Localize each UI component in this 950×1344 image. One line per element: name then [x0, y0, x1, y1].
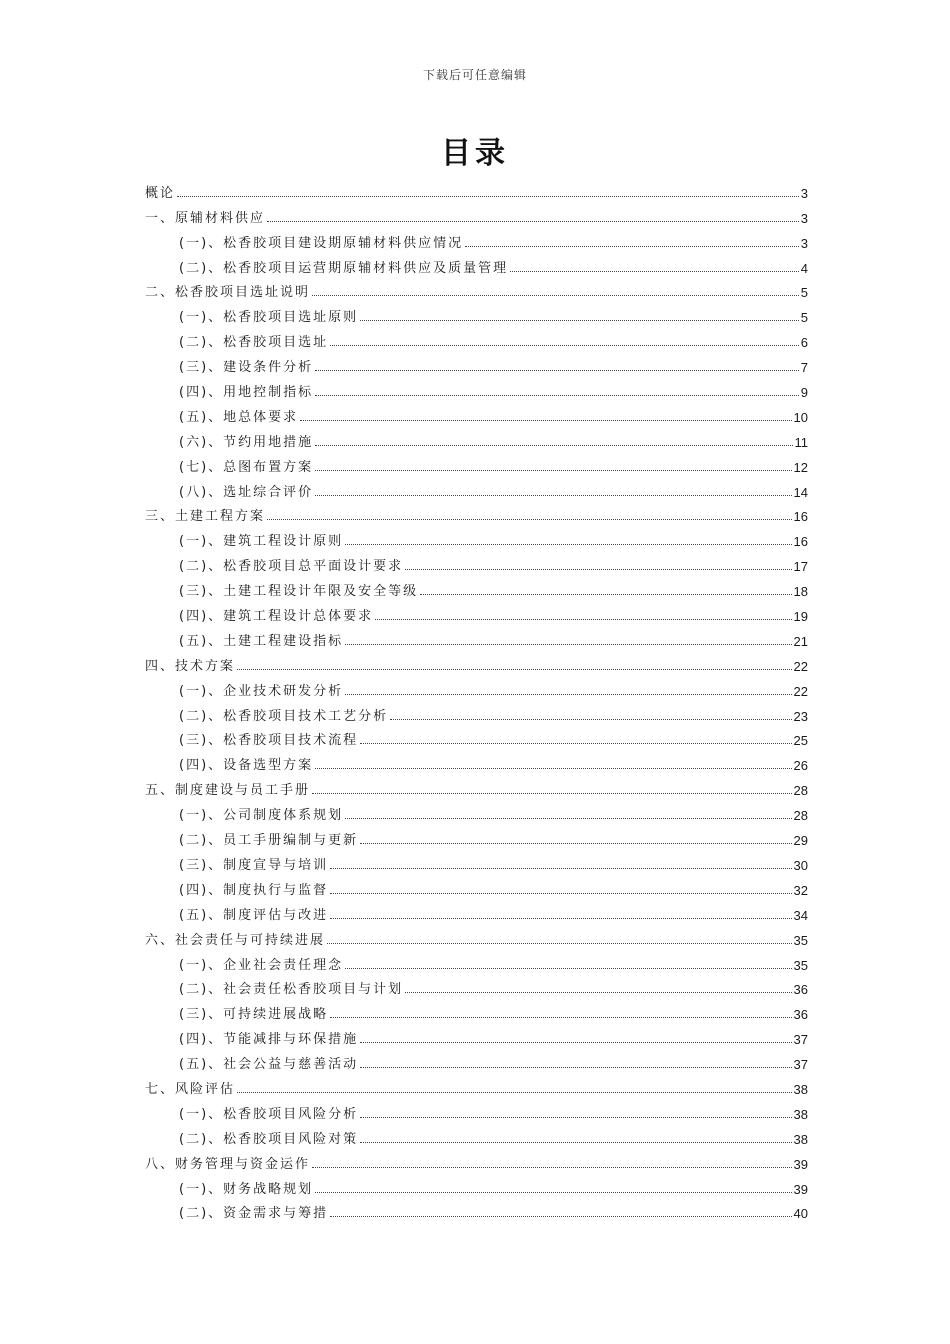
- toc-entry[interactable]: [145, 773, 808, 798]
- toc-entry[interactable]: [145, 226, 808, 251]
- toc-page-number: 28: [793, 783, 808, 799]
- toc-entry[interactable]: [145, 350, 808, 375]
- dot-leader: [330, 1017, 791, 1018]
- toc-page-number: 3: [800, 210, 808, 226]
- toc-entry-text: (二)、社会责任松香胶项目与计划: [179, 982, 404, 998]
- toc-page-number: 18: [793, 584, 808, 600]
- toc-entry-text: 一、原辅材料供应: [145, 210, 266, 226]
- toc-entry-text: (一)、建筑工程设计原则: [179, 534, 344, 550]
- toc-entry-text: 四、技术方案: [145, 658, 236, 674]
- toc-entry[interactable]: [145, 1122, 808, 1147]
- toc-entry[interactable]: [145, 524, 808, 549]
- dot-leader: [360, 843, 791, 844]
- toc-page-number: 6: [800, 335, 808, 351]
- toc-entry[interactable]: [145, 276, 808, 301]
- toc-page-number: 22: [793, 683, 808, 699]
- toc-entry-text: (一)、松香胶项目选址原则: [179, 310, 359, 326]
- dot-leader: [267, 519, 792, 520]
- toc-page-number: 19: [793, 609, 808, 625]
- toc-entry[interactable]: [145, 699, 808, 724]
- dot-leader: [345, 968, 791, 969]
- toc-entry[interactable]: [145, 1172, 808, 1197]
- toc-page-number: 39: [793, 1181, 808, 1197]
- toc-page-number: 36: [793, 982, 808, 998]
- dot-leader: [327, 943, 792, 944]
- toc-entry[interactable]: [145, 624, 808, 649]
- toc-entry[interactable]: [145, 724, 808, 749]
- toc-page-number: 4: [800, 260, 808, 276]
- dot-leader: [315, 470, 791, 471]
- toc-page-number: 16: [793, 509, 808, 525]
- toc-entry-text: (四)、设备选型方案: [179, 758, 314, 774]
- dot-leader: [360, 743, 791, 744]
- toc-page-number: 37: [793, 1032, 808, 1048]
- toc-entry-text: (三)、制度宣导与培训: [179, 857, 329, 873]
- toc-entry-text: (一)、公司制度体系规划: [179, 808, 344, 824]
- toc-page-number: 12: [793, 459, 808, 475]
- toc-entry-text: (二)、资金需求与筹措: [179, 1206, 329, 1222]
- dot-leader: [237, 1092, 792, 1093]
- dot-leader: [345, 544, 791, 545]
- toc-page-number: 38: [793, 1081, 808, 1097]
- dot-leader: [330, 918, 791, 919]
- dot-leader: [360, 1042, 791, 1043]
- toc-page-number: 5: [800, 285, 808, 301]
- toc-entry[interactable]: [145, 325, 808, 350]
- toc-entry-text: (四)、建筑工程设计总体要求: [179, 609, 374, 625]
- toc-page-number: 3: [800, 235, 808, 251]
- dot-leader: [315, 768, 791, 769]
- toc-page-number: 16: [793, 534, 808, 550]
- toc-entry[interactable]: [145, 1022, 808, 1047]
- toc-entry[interactable]: [145, 574, 808, 599]
- toc-page-number: 3: [800, 185, 808, 201]
- toc-entry-text: (六)、节约用地措施: [179, 434, 314, 450]
- toc-page-number: 7: [800, 360, 808, 376]
- toc-page-number: 35: [793, 932, 808, 948]
- dot-leader: [330, 868, 791, 869]
- toc-entry-text: (二)、松香胶项目总平面设计要求: [179, 559, 404, 575]
- toc-page-number: 26: [793, 758, 808, 774]
- toc-entry-text: (五)、制度评估与改进: [179, 907, 329, 923]
- toc-entry-text: (三)、建设条件分析: [179, 360, 314, 376]
- dot-leader: [390, 719, 791, 720]
- toc-page-number: 30: [793, 857, 808, 873]
- dot-leader: [420, 594, 791, 595]
- dot-leader: [330, 345, 799, 346]
- toc-entry-text: (二)、松香胶项目技术工艺分析: [179, 708, 389, 724]
- toc-entry-text: (八)、选址综合评价: [179, 484, 314, 500]
- table-of-contents: [145, 176, 808, 1221]
- toc-entry[interactable]: [145, 1147, 808, 1172]
- toc-entry[interactable]: [145, 251, 808, 276]
- dot-leader: [375, 619, 791, 620]
- toc-page-number: 23: [793, 708, 808, 724]
- dot-leader: [315, 370, 799, 371]
- toc-page-number: 39: [793, 1156, 808, 1172]
- dot-leader: [360, 1067, 791, 1068]
- toc-entry[interactable]: [145, 798, 808, 823]
- toc-entry-text: (一)、企业技术研发分析: [179, 683, 344, 699]
- toc-page-number: 28: [793, 808, 808, 824]
- toc-entry[interactable]: [145, 1072, 808, 1097]
- toc-page-number: 25: [793, 733, 808, 749]
- dot-leader: [315, 445, 792, 446]
- toc-page-number: 22: [793, 658, 808, 674]
- toc-entry[interactable]: [145, 300, 808, 325]
- dot-leader: [177, 196, 799, 197]
- dot-leader: [300, 420, 791, 421]
- toc-page-number: 40: [793, 1206, 808, 1222]
- dot-leader: [315, 495, 791, 496]
- toc-page-number: 36: [793, 1007, 808, 1023]
- toc-entry-text: (一)、企业社会责任理念: [179, 957, 344, 973]
- toc-entry-text: (二)、松香胶项目运营期原辅材料供应及质量管理: [179, 260, 509, 276]
- toc-entry[interactable]: [145, 1097, 808, 1122]
- toc-entry-text: (四)、节能减排与环保措施: [179, 1032, 359, 1048]
- toc-entry[interactable]: [145, 1047, 808, 1072]
- toc-page-number: 14: [793, 484, 808, 500]
- dot-leader: [360, 1142, 791, 1143]
- toc-entry[interactable]: [145, 450, 808, 475]
- dot-leader: [345, 818, 791, 819]
- toc-page-number: 38: [793, 1131, 808, 1147]
- toc-entry-text: 二、松香胶项目选址说明: [145, 285, 311, 301]
- dot-leader: [315, 395, 799, 396]
- toc-entry[interactable]: [145, 997, 808, 1022]
- toc-entry[interactable]: [145, 748, 808, 773]
- toc-entry[interactable]: [145, 475, 808, 500]
- toc-entry[interactable]: [145, 848, 808, 873]
- toc-page-number: 9: [800, 385, 808, 401]
- toc-entry[interactable]: [145, 823, 808, 848]
- toc-entry-text: (二)、松香胶项目风险对策: [179, 1131, 359, 1147]
- toc-entry[interactable]: [145, 176, 808, 201]
- toc-entry[interactable]: [145, 973, 808, 998]
- dot-leader: [405, 992, 791, 993]
- toc-entry[interactable]: [145, 425, 808, 450]
- dot-leader: [405, 569, 791, 570]
- toc-entry[interactable]: [145, 898, 808, 923]
- toc-entry[interactable]: [145, 549, 808, 574]
- toc-page-number: 32: [793, 882, 808, 898]
- toc-entry-text: (五)、社会公益与慈善活动: [179, 1057, 359, 1073]
- dot-leader: [360, 1117, 791, 1118]
- toc-entry-text: 七、风险评估: [145, 1081, 236, 1097]
- dot-leader: [312, 1167, 792, 1168]
- toc-page-number: 17: [793, 559, 808, 575]
- dot-leader: [465, 246, 799, 247]
- dot-leader: [510, 271, 799, 272]
- toc-entry-text: 八、财务管理与资金运作: [145, 1156, 311, 1172]
- toc-entry-text: (五)、地总体要求: [179, 409, 299, 425]
- toc-entry-text: 六、社会责任与可持续进展: [145, 932, 326, 948]
- toc-page-number: 37: [793, 1057, 808, 1073]
- toc-entry-text: (五)、土建工程建设指标: [179, 633, 344, 649]
- toc-page-number: 21: [793, 633, 808, 649]
- toc-entry-text: (二)、员工手册编制与更新: [179, 833, 359, 849]
- dot-leader: [345, 644, 791, 645]
- toc-entry-text: (三)、可持续进展战略: [179, 1007, 329, 1023]
- toc-entry-text: (一)、松香胶项目建设期原辅材料供应情况: [179, 235, 464, 251]
- toc-entry-text: (一)、财务战略规划: [179, 1181, 314, 1197]
- toc-entry[interactable]: [145, 923, 808, 948]
- toc-entry[interactable]: [145, 599, 808, 624]
- toc-entry-text: (三)、松香胶项目技术流程: [179, 733, 359, 749]
- page-header: 下载后可任意编辑: [422, 68, 527, 82]
- toc-page-number: 5: [800, 310, 808, 326]
- toc-entry-text: 五、制度建设与员工手册: [145, 783, 311, 799]
- toc-entry[interactable]: [145, 1197, 808, 1222]
- dot-leader: [345, 694, 791, 695]
- toc-entry-text: (四)、制度执行与监督: [179, 882, 329, 898]
- dot-leader: [330, 1216, 791, 1217]
- toc-entry[interactable]: [145, 873, 808, 898]
- toc-page-number: 34: [793, 907, 808, 923]
- dot-leader: [312, 793, 792, 794]
- toc-page-number: 38: [793, 1106, 808, 1122]
- toc-page-number: 29: [793, 833, 808, 849]
- toc-page-number: 35: [793, 957, 808, 973]
- toc-entry-text: 概论: [145, 185, 176, 201]
- toc-entry[interactable]: [145, 649, 808, 674]
- toc-entry-text: (七)、总图布置方案: [179, 459, 314, 475]
- dot-leader: [312, 295, 799, 296]
- dot-leader: [315, 1192, 791, 1193]
- toc-entry[interactable]: [145, 201, 808, 226]
- toc-entry[interactable]: [145, 500, 808, 525]
- dot-leader: [237, 669, 792, 670]
- toc-entry-text: (四)、用地控制指标: [179, 385, 314, 401]
- toc-entry-text: (三)、土建工程设计年限及安全等级: [179, 584, 419, 600]
- dot-leader: [360, 320, 799, 321]
- dot-leader: [330, 893, 791, 894]
- toc-page-number: 11: [794, 434, 808, 450]
- toc-entry-text: (二)、松香胶项目选址: [179, 335, 329, 351]
- toc-entry[interactable]: [145, 948, 808, 973]
- toc-entry[interactable]: [145, 400, 808, 425]
- toc-page-number: 10: [793, 409, 808, 425]
- toc-entry[interactable]: [145, 674, 808, 699]
- dot-leader: [267, 221, 799, 222]
- toc-entry-text: 三、土建工程方案: [145, 509, 266, 525]
- toc-title: 目录: [441, 136, 509, 171]
- toc-entry[interactable]: [145, 375, 808, 400]
- toc-entry-text: (一)、松香胶项目风险分析: [179, 1106, 359, 1122]
